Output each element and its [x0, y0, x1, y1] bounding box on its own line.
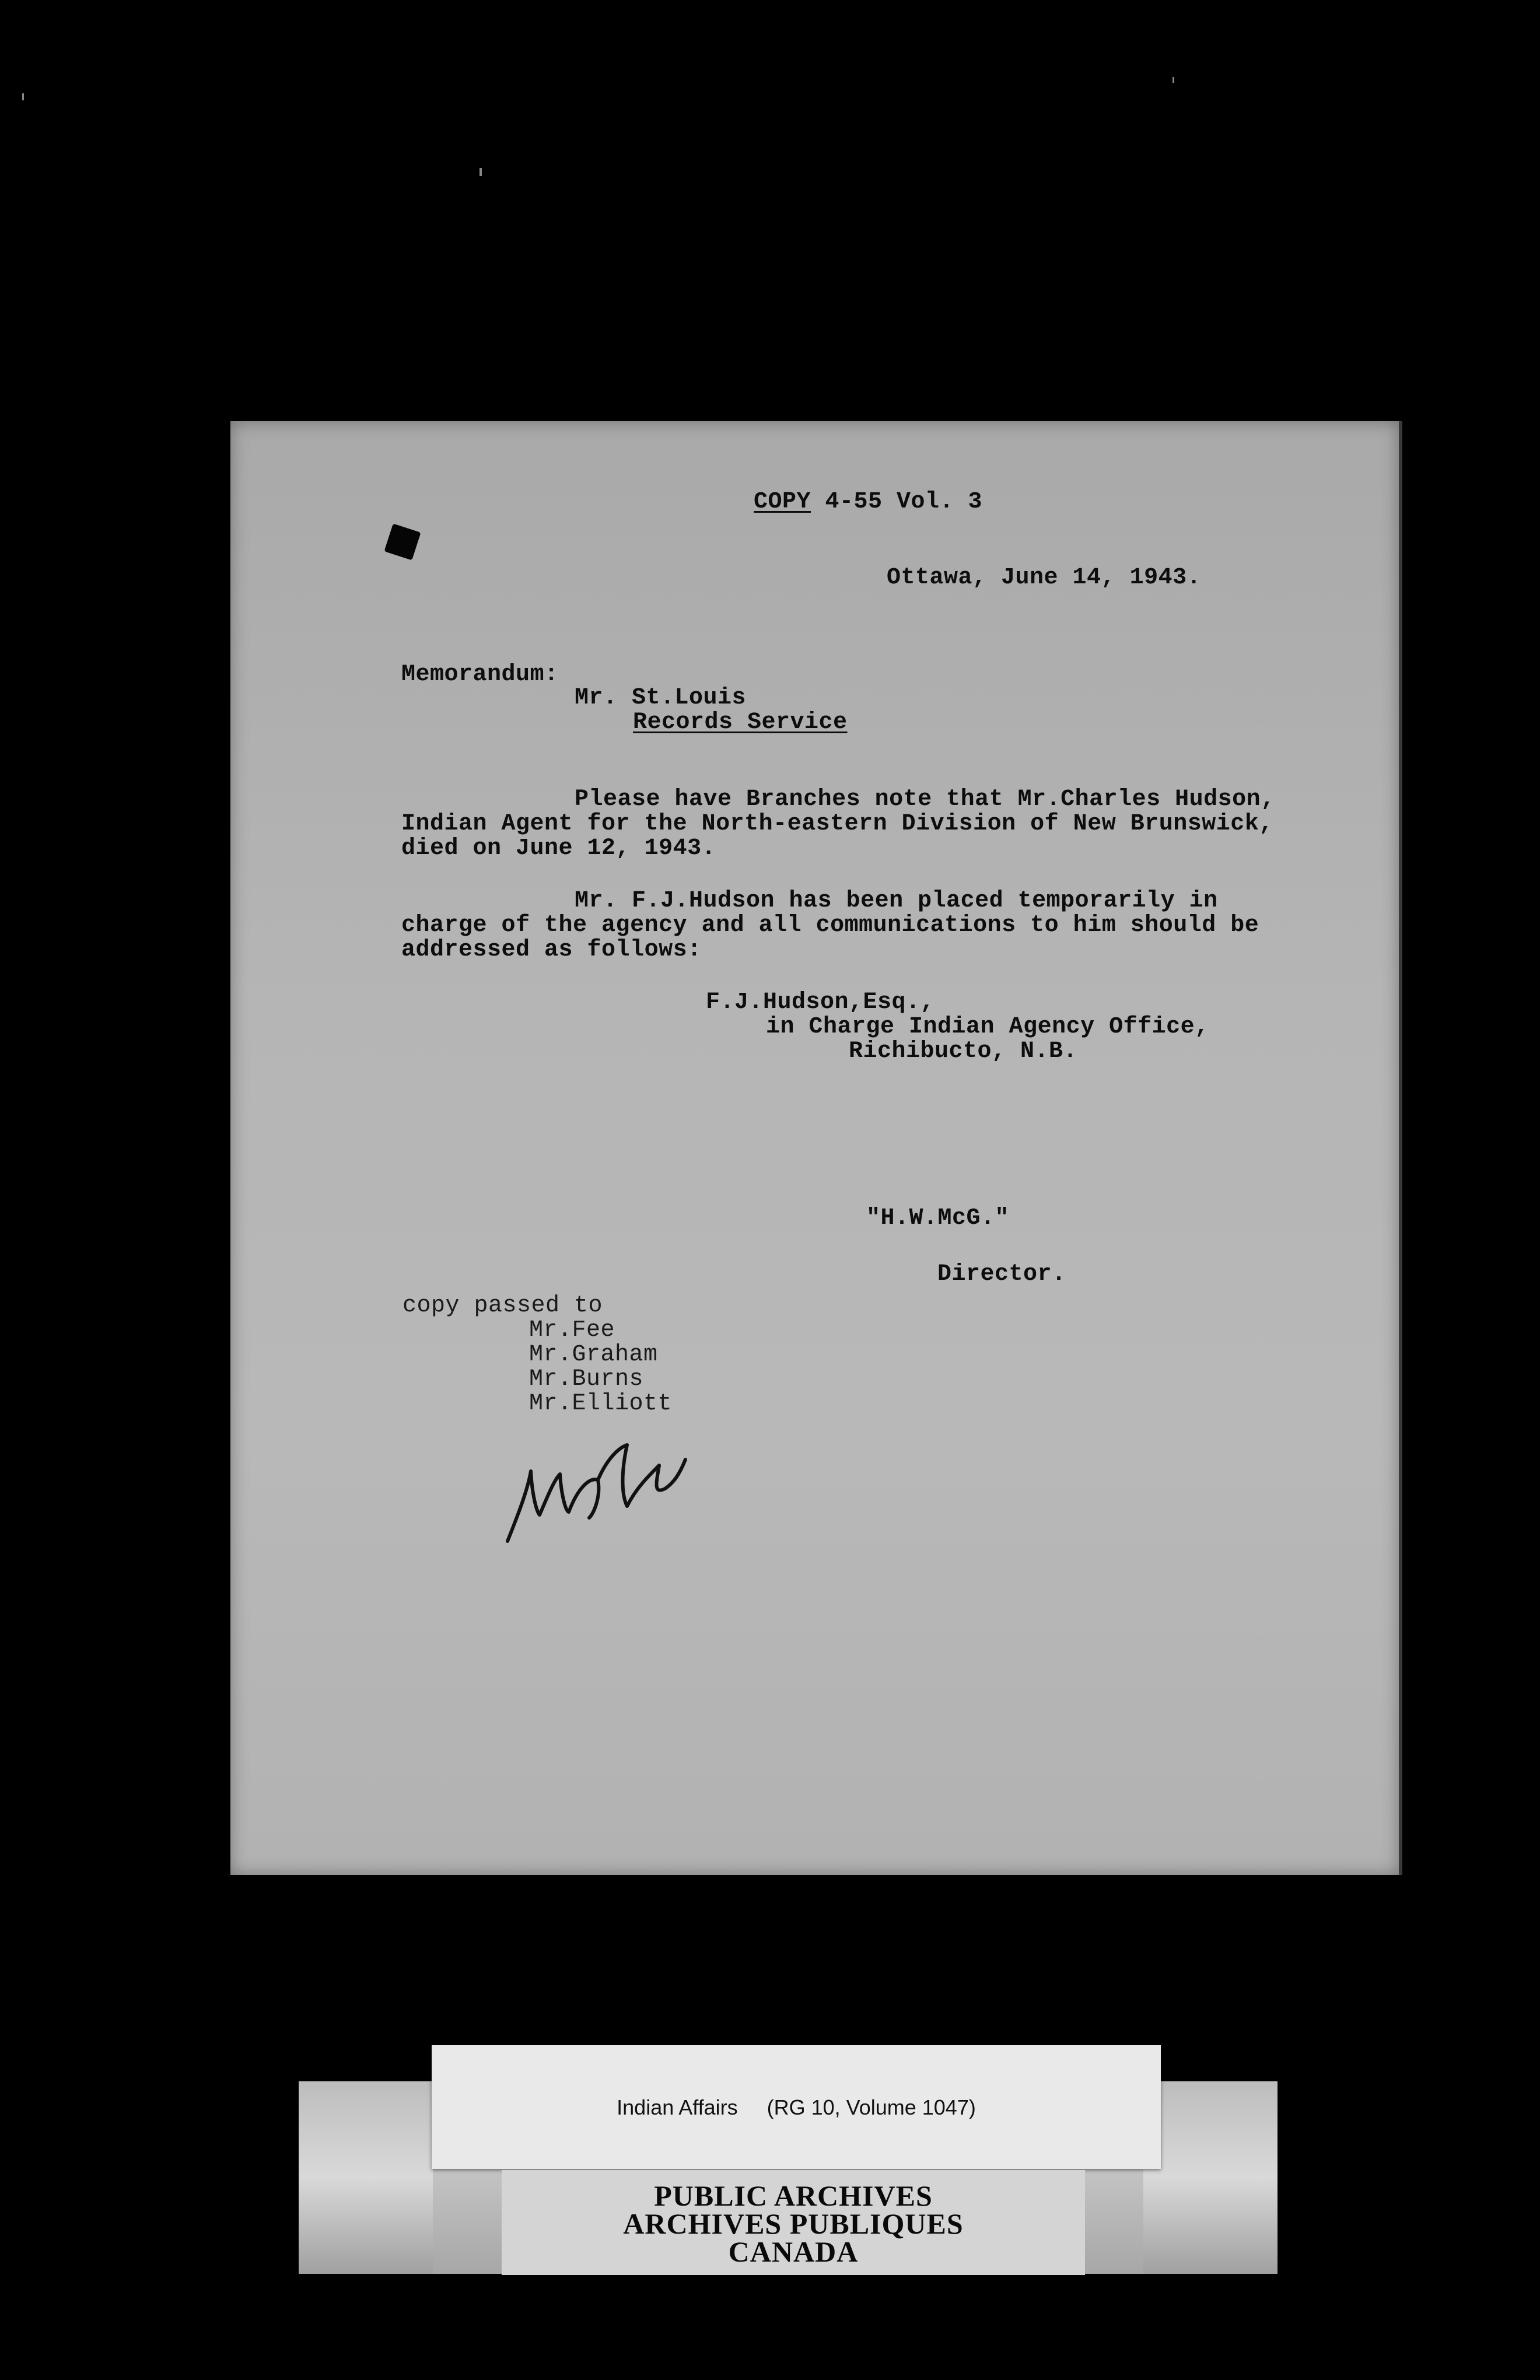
file-reference — [754, 490, 982, 514]
archive-label-left-tab — [299, 2081, 433, 2274]
address-line3: Richibucto, N.B. — [849, 1038, 1078, 1065]
stamp-line-canada: CANADA — [728, 2235, 859, 2268]
copy-marker: COPY — [754, 489, 811, 515]
file-volume: 4-55 Vol. 3 — [811, 489, 983, 515]
archive-collection-label — [432, 2045, 1161, 2169]
paragraph2-line1: Mr. F.J.Hudson has been placed temporarily in — [575, 888, 1218, 914]
page-edge — [1399, 421, 1402, 1875]
cc-label: copy passed to — [402, 1293, 603, 1319]
film-speck — [22, 93, 24, 100]
address-line2: in Charge Indian Agency Office, — [766, 1014, 1209, 1040]
paragraph1-line1: Please have Branches note that Mr.Charles Hudson, — [575, 786, 1275, 813]
signatory-title: Director. — [937, 1261, 1066, 1287]
date-line: Ottawa, June 14, 1943. — [887, 565, 1202, 591]
film-speck — [480, 168, 482, 176]
recipient-name: Mr. St.Louis — [575, 685, 747, 711]
collection-reference: Indian Affairs (RG 10, Volume 1047) — [617, 2095, 976, 2119]
cc-item: Mr.Graham — [529, 1342, 658, 1368]
memo-label: Memorandum: — [401, 662, 559, 688]
stamp-line-archives-publiques: ARCHIVES PUBLIQUES — [623, 2207, 964, 2240]
film-speck — [1172, 77, 1174, 83]
paragraph2-line2: charge of the agency and all communications to him should be — [401, 912, 1259, 939]
handwritten-initials — [496, 1424, 694, 1553]
archives-stamp — [502, 2170, 1085, 2275]
paragraph1-line2: Indian Agent for the North-eastern Division of New Brunswick, — [401, 811, 1273, 837]
paragraph2-line3: addressed as follows: — [401, 937, 702, 963]
recipient-department: Records Service — [633, 709, 848, 736]
archive-label-right-tab — [1143, 2081, 1278, 2274]
stamp-line-public-archives: PUBLIC ARCHIVES — [654, 2179, 933, 2212]
punch-mark — [384, 523, 421, 560]
signatory-initials: "H.W.McG." — [866, 1205, 1010, 1231]
memorandum-page — [230, 421, 1399, 1875]
address-line1: F.J.Hudson,Esq., — [706, 989, 935, 1016]
cc-item: Mr.Fee — [529, 1317, 615, 1343]
cc-item: Mr.Burns — [529, 1366, 644, 1392]
paragraph1-line3: died on June 12, 1943. — [401, 835, 716, 862]
cc-item: Mr.Elliott — [529, 1391, 673, 1417]
